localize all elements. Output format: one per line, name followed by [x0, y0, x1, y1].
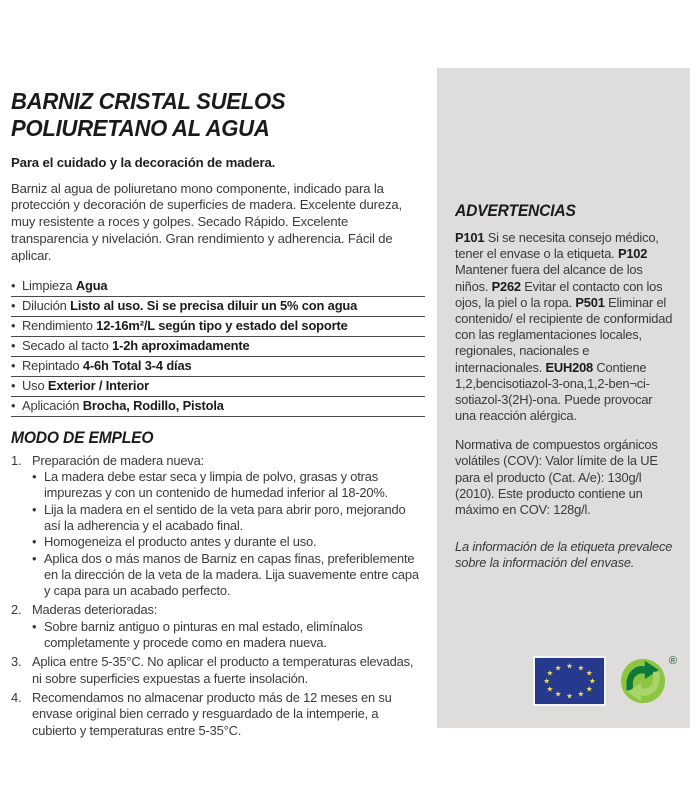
spec-list	[11, 277, 425, 417]
warnings-statements	[455, 230, 673, 424]
registered-trademark-icon: ®	[668, 655, 677, 667]
voc-paragraph: Normativa de compuestos orgánicos volátiles (COV): Valor límite de la UE para el producto (Cat. A/e): 130g/l (2010). Este producto contiene un máximo en COV: 128g/l.	[455, 437, 658, 517]
spec-label: Uso	[22, 377, 45, 393]
usage-steps-list	[11, 453, 425, 739]
sub-bullet-text: Homogeneiza el producto antes y durante el uso.	[44, 534, 317, 550]
eu-star: ★	[546, 668, 554, 678]
spec-row-uso	[11, 377, 425, 397]
spec-row-limpieza	[11, 277, 425, 297]
page-title	[11, 88, 400, 142]
hazard-code-p262: P262	[491, 278, 521, 294]
spec-row-rendimiento	[11, 317, 425, 337]
eu-star: ★	[566, 691, 573, 701]
bullet-icon: •	[32, 618, 37, 634]
hazard-text-p501: Eliminar el contenido/ el recipiente de conformidad con las reglamentaciones locales, regionales, nacionales e internacionales.	[455, 294, 673, 375]
spec-label: Secado al tacto	[22, 337, 109, 353]
hazard-text-p102: Mantener fuera del alcance de los niños.	[455, 262, 643, 294]
spec-value: Agua	[75, 277, 108, 293]
eu-star: ★	[577, 663, 585, 673]
step-text: Preparación de madera nueva:	[32, 452, 204, 468]
eu-star: ★	[543, 676, 551, 686]
list-item	[32, 551, 425, 600]
certification-logos	[533, 655, 677, 706]
eu-star: ★	[546, 683, 554, 693]
step-number: 2.	[11, 602, 22, 618]
spec-value: Listo al uso. Si se precisa diluir un 5% con agua	[70, 297, 358, 313]
step-text: Maderas deterioradas:	[32, 602, 158, 618]
spec-label: Dilución	[22, 297, 67, 313]
spec-value: Brocha, Rodillo, Pistola	[82, 397, 224, 413]
left-content-column	[11, 88, 425, 742]
spec-row-secado	[11, 337, 425, 357]
spec-label: Rendimiento	[22, 317, 93, 333]
spec-label: Limpieza	[22, 277, 73, 293]
product-title-line-2: POLIURETANO AL AGUA	[11, 114, 270, 141]
step-number: 3.	[11, 654, 22, 670]
spec-value: 4-6h Total 3-4 días	[82, 357, 192, 373]
sub-bullet-text: Lija la madera en el sentido de la veta para abrir poro, mejorando así la adherencia y el acabado final.	[44, 501, 406, 533]
sub-bullet-text: La madera debe estar seca y limpia de polvo, grasas y otras impurezas y con un contenido de humedad inferior al 18-20%.	[44, 468, 389, 501]
bullet-icon: •	[32, 550, 37, 566]
usage-step	[11, 654, 425, 687]
bullet-icon: •	[11, 377, 16, 393]
step-text: Recomendamos no almacenar producto más de 12 meses en su envase original bien cerrado y resguardado de la intemperie, a cubierto y temperaturas entre 5-35°C.	[32, 690, 392, 738]
product-tagline: Para el cuidado y la decoración de madera.	[11, 154, 276, 170]
bullet-icon: •	[32, 468, 37, 484]
warnings-panel	[437, 68, 690, 728]
hazard-code-p501: P501	[575, 294, 605, 310]
hazard-text-p262: Evitar el contacto con los ojos, la piel o la ropa.	[455, 278, 663, 310]
eu-star: ★	[554, 689, 562, 699]
spec-row-dilucion	[11, 297, 425, 317]
spec-label: Aplicación	[22, 397, 80, 413]
step-text: Aplica entre 5-35°C. No aplicar el producto a temperaturas elevadas, ni sobre superficies expuestas a fuerte insolación.	[32, 654, 414, 686]
product-title-line-1: BARNIZ CRISTAL SUELOS	[11, 88, 286, 114]
hazard-text-p101: Si se necesita consejo médico, tener el envase o la etiqueta.	[455, 230, 659, 262]
sub-bullet-text: Aplica dos o más manos de Barniz en capas finas, preferiblemente en la dirección de la veta de la madera. Lija suavemente entre capa y capa para un acabado perfecto.	[44, 550, 419, 599]
spec-row-repintado	[11, 357, 425, 377]
list-item	[32, 469, 425, 502]
usage-step	[11, 602, 425, 651]
list-item	[32, 619, 425, 652]
bullet-icon: •	[32, 534, 37, 550]
usage-heading: MODO DE EMPLEO	[11, 428, 154, 447]
step-number: 4.	[11, 690, 22, 705]
bullet-icon: •	[32, 501, 37, 517]
eu-star: ★	[585, 668, 593, 678]
usage-step	[11, 453, 425, 600]
hazard-text-euh208: Contiene 1,2,bencisotiazol-3-ona,1,2-ben¬ci-sotiazol-3(2H)-ona. Puede provocar una reacción alérgica.	[455, 359, 653, 424]
bullet-icon: •	[11, 277, 16, 293]
eu-star: ★	[577, 689, 585, 699]
list-item	[32, 534, 425, 550]
eu-flag-icon	[533, 656, 606, 706]
bullet-icon: •	[11, 297, 16, 313]
bullet-icon: •	[11, 337, 16, 353]
usage-step	[11, 690, 425, 739]
spec-value: 1-2h aproximadamente	[112, 337, 250, 353]
eu-star: ★	[588, 676, 596, 686]
hazard-code-p101: P101	[455, 230, 485, 245]
bullet-icon: •	[11, 317, 16, 333]
bullet-icon: •	[11, 357, 16, 373]
spec-value: 12-16m²/L según tipo y estado del soporte	[96, 317, 348, 333]
green-dot-icon	[620, 655, 677, 704]
spec-label: Repintado	[22, 357, 80, 373]
warnings-heading: ADVERTENCIAS	[455, 202, 576, 220]
list-item	[32, 502, 425, 535]
step-sub-bullets	[32, 469, 425, 600]
eu-star: ★	[554, 663, 562, 673]
spec-row-aplicacion	[11, 397, 425, 417]
step-number: 1.	[11, 452, 22, 468]
eu-star: ★	[585, 683, 593, 693]
step-sub-bullets	[32, 619, 425, 652]
sub-bullet-text: Sobre barniz antiguo o pinturas en mal estado, elimínalos completamente y procede como en madera nueva.	[44, 618, 363, 651]
label-precedence-note: La información de la etiqueta prevalece sobre la información del envase.	[455, 539, 673, 571]
spec-value: Exterior / Interior	[47, 377, 149, 393]
warnings-panel-content	[455, 202, 673, 572]
eu-star: ★	[566, 661, 573, 671]
product-description: Barniz al agua de poliuretano mono componente, indicado para la protección y decoración de superficies de madera. Excelente dureza, muy resistente a roces y golpes. Secado Rápido. Excelente transparencia y nivelación. Gran rendimiento y adherencia. Fácil de aplicar.	[11, 180, 402, 263]
bullet-icon: •	[11, 397, 16, 413]
hazard-code-p102: P102	[617, 246, 648, 262]
hazard-code-euh208: EUH208	[545, 359, 594, 375]
